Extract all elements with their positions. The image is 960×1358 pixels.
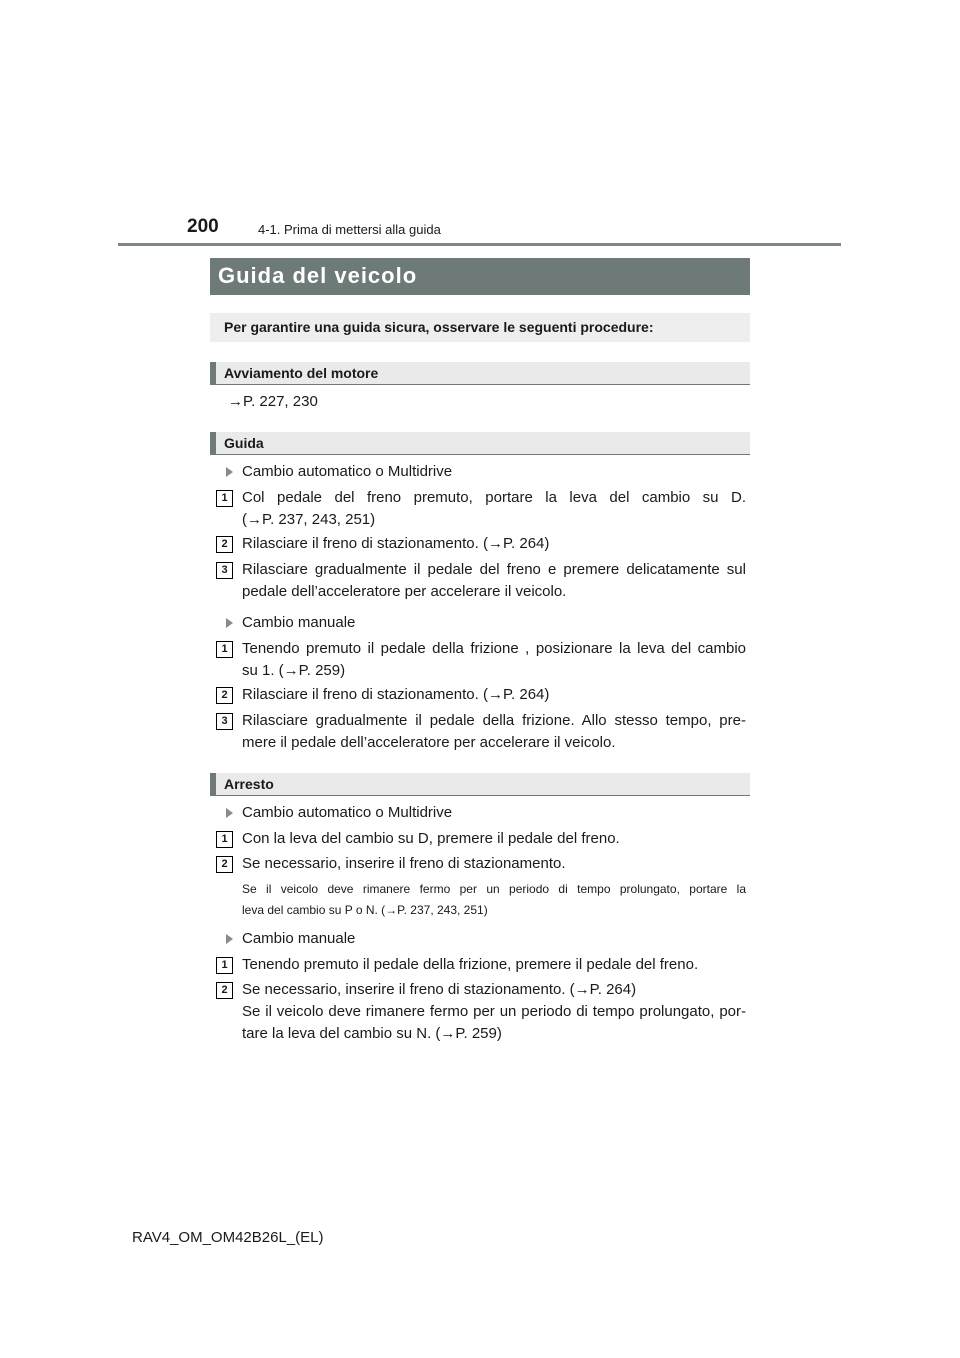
triangle-bullet-icon <box>226 934 233 944</box>
step-number-icon: 1 <box>216 831 233 848</box>
step-number-icon: 3 <box>216 713 233 730</box>
bullet-label: Cambio automatico o Multidrive <box>242 463 453 480</box>
step-text: Rilasciare gradualmente il pedale della frizione. Allo stesso tempo, pre- <box>242 712 746 729</box>
section-heading-start <box>210 362 750 385</box>
step-number-icon: 1 <box>216 641 233 658</box>
section-heading-label: Guida <box>224 435 264 451</box>
section-heading-label: Arresto <box>224 776 274 792</box>
step-text: Col pedale del freno premuto, portare la leva del cambio su D. <box>242 489 746 506</box>
section-path: 4-1. Prima di mettersi alla guida <box>258 222 441 237</box>
step-text: Tenendo premuto il pedale della frizione , posizionare la leva del cambio <box>242 640 746 657</box>
header-rule <box>118 243 841 246</box>
step-text: Se il veicolo deve rimanere fermo per un periodo di tempo prolungato, por- <box>242 1003 746 1020</box>
step-number-icon: 1 <box>216 957 233 974</box>
bullet-label: Cambio manuale <box>242 930 356 947</box>
step-number-icon: 2 <box>216 687 233 704</box>
note-text: Se il veicolo deve rimanere fermo per un periodo di tempo prolungato, portare la <box>242 882 746 896</box>
triangle-bullet-icon <box>226 808 233 818</box>
page-number: 200 <box>187 216 219 237</box>
triangle-bullet-icon <box>226 618 233 628</box>
intro-text: Per garantire una guida sicura, osservare le seguenti procedure: <box>224 319 654 335</box>
note-text: leva del cambio su P o N. (→P. 237, 243, 251) <box>242 903 488 917</box>
step-text: Se necessario, inserire il freno di stazionamento. (→P. 264) <box>242 981 637 998</box>
step-text: (→P. 237, 243, 251) <box>242 511 376 528</box>
start-reference-link[interactable]: →P. 227, 230 <box>228 393 318 410</box>
step-text: Se necessario, inserire il freno di stazionamento. <box>242 855 566 872</box>
section-heading-label: Avviamento del motore <box>224 365 379 381</box>
title-bar <box>210 258 750 295</box>
step-text: mere il pedale dell’acceleratore per accelerare il veicolo. <box>242 734 616 751</box>
intro-box <box>210 313 750 342</box>
step-text: tare la leva del cambio su N. (→P. 259) <box>242 1025 502 1042</box>
bullet-label: Cambio manuale <box>242 614 356 631</box>
step-number-icon: 2 <box>216 982 233 999</box>
page-title: Guida del veicolo <box>218 263 418 288</box>
step-text: pedale dell’acceleratore per accelerare il veicolo. <box>242 583 567 600</box>
step-text: Rilasciare il freno di stazionamento. (→P. 264) <box>242 535 550 552</box>
step-text: su 1. (→P. 259) <box>242 662 346 679</box>
triangle-bullet-icon <box>226 467 233 477</box>
step-text: Con la leva del cambio su D, premere il pedale del freno. <box>242 830 620 847</box>
section-heading-driving <box>210 432 750 455</box>
step-number-icon: 2 <box>216 536 233 553</box>
step-text: Tenendo premuto il pedale della frizione, premere il pedale del freno. <box>242 956 699 973</box>
document-code: RAV4_OM_OM42B26L_(EL) <box>132 1229 324 1246</box>
bullet-label: Cambio automatico o Multidrive <box>242 804 453 821</box>
step-number-icon: 1 <box>216 490 233 507</box>
step-text: Rilasciare gradualmente il pedale del freno e premere delicatamente sul <box>242 561 746 578</box>
section-heading-stopping <box>210 773 750 796</box>
step-number-icon: 3 <box>216 562 233 579</box>
step-text: Rilasciare il freno di stazionamento. (→P. 264) <box>242 686 550 703</box>
step-number-icon: 2 <box>216 856 233 873</box>
